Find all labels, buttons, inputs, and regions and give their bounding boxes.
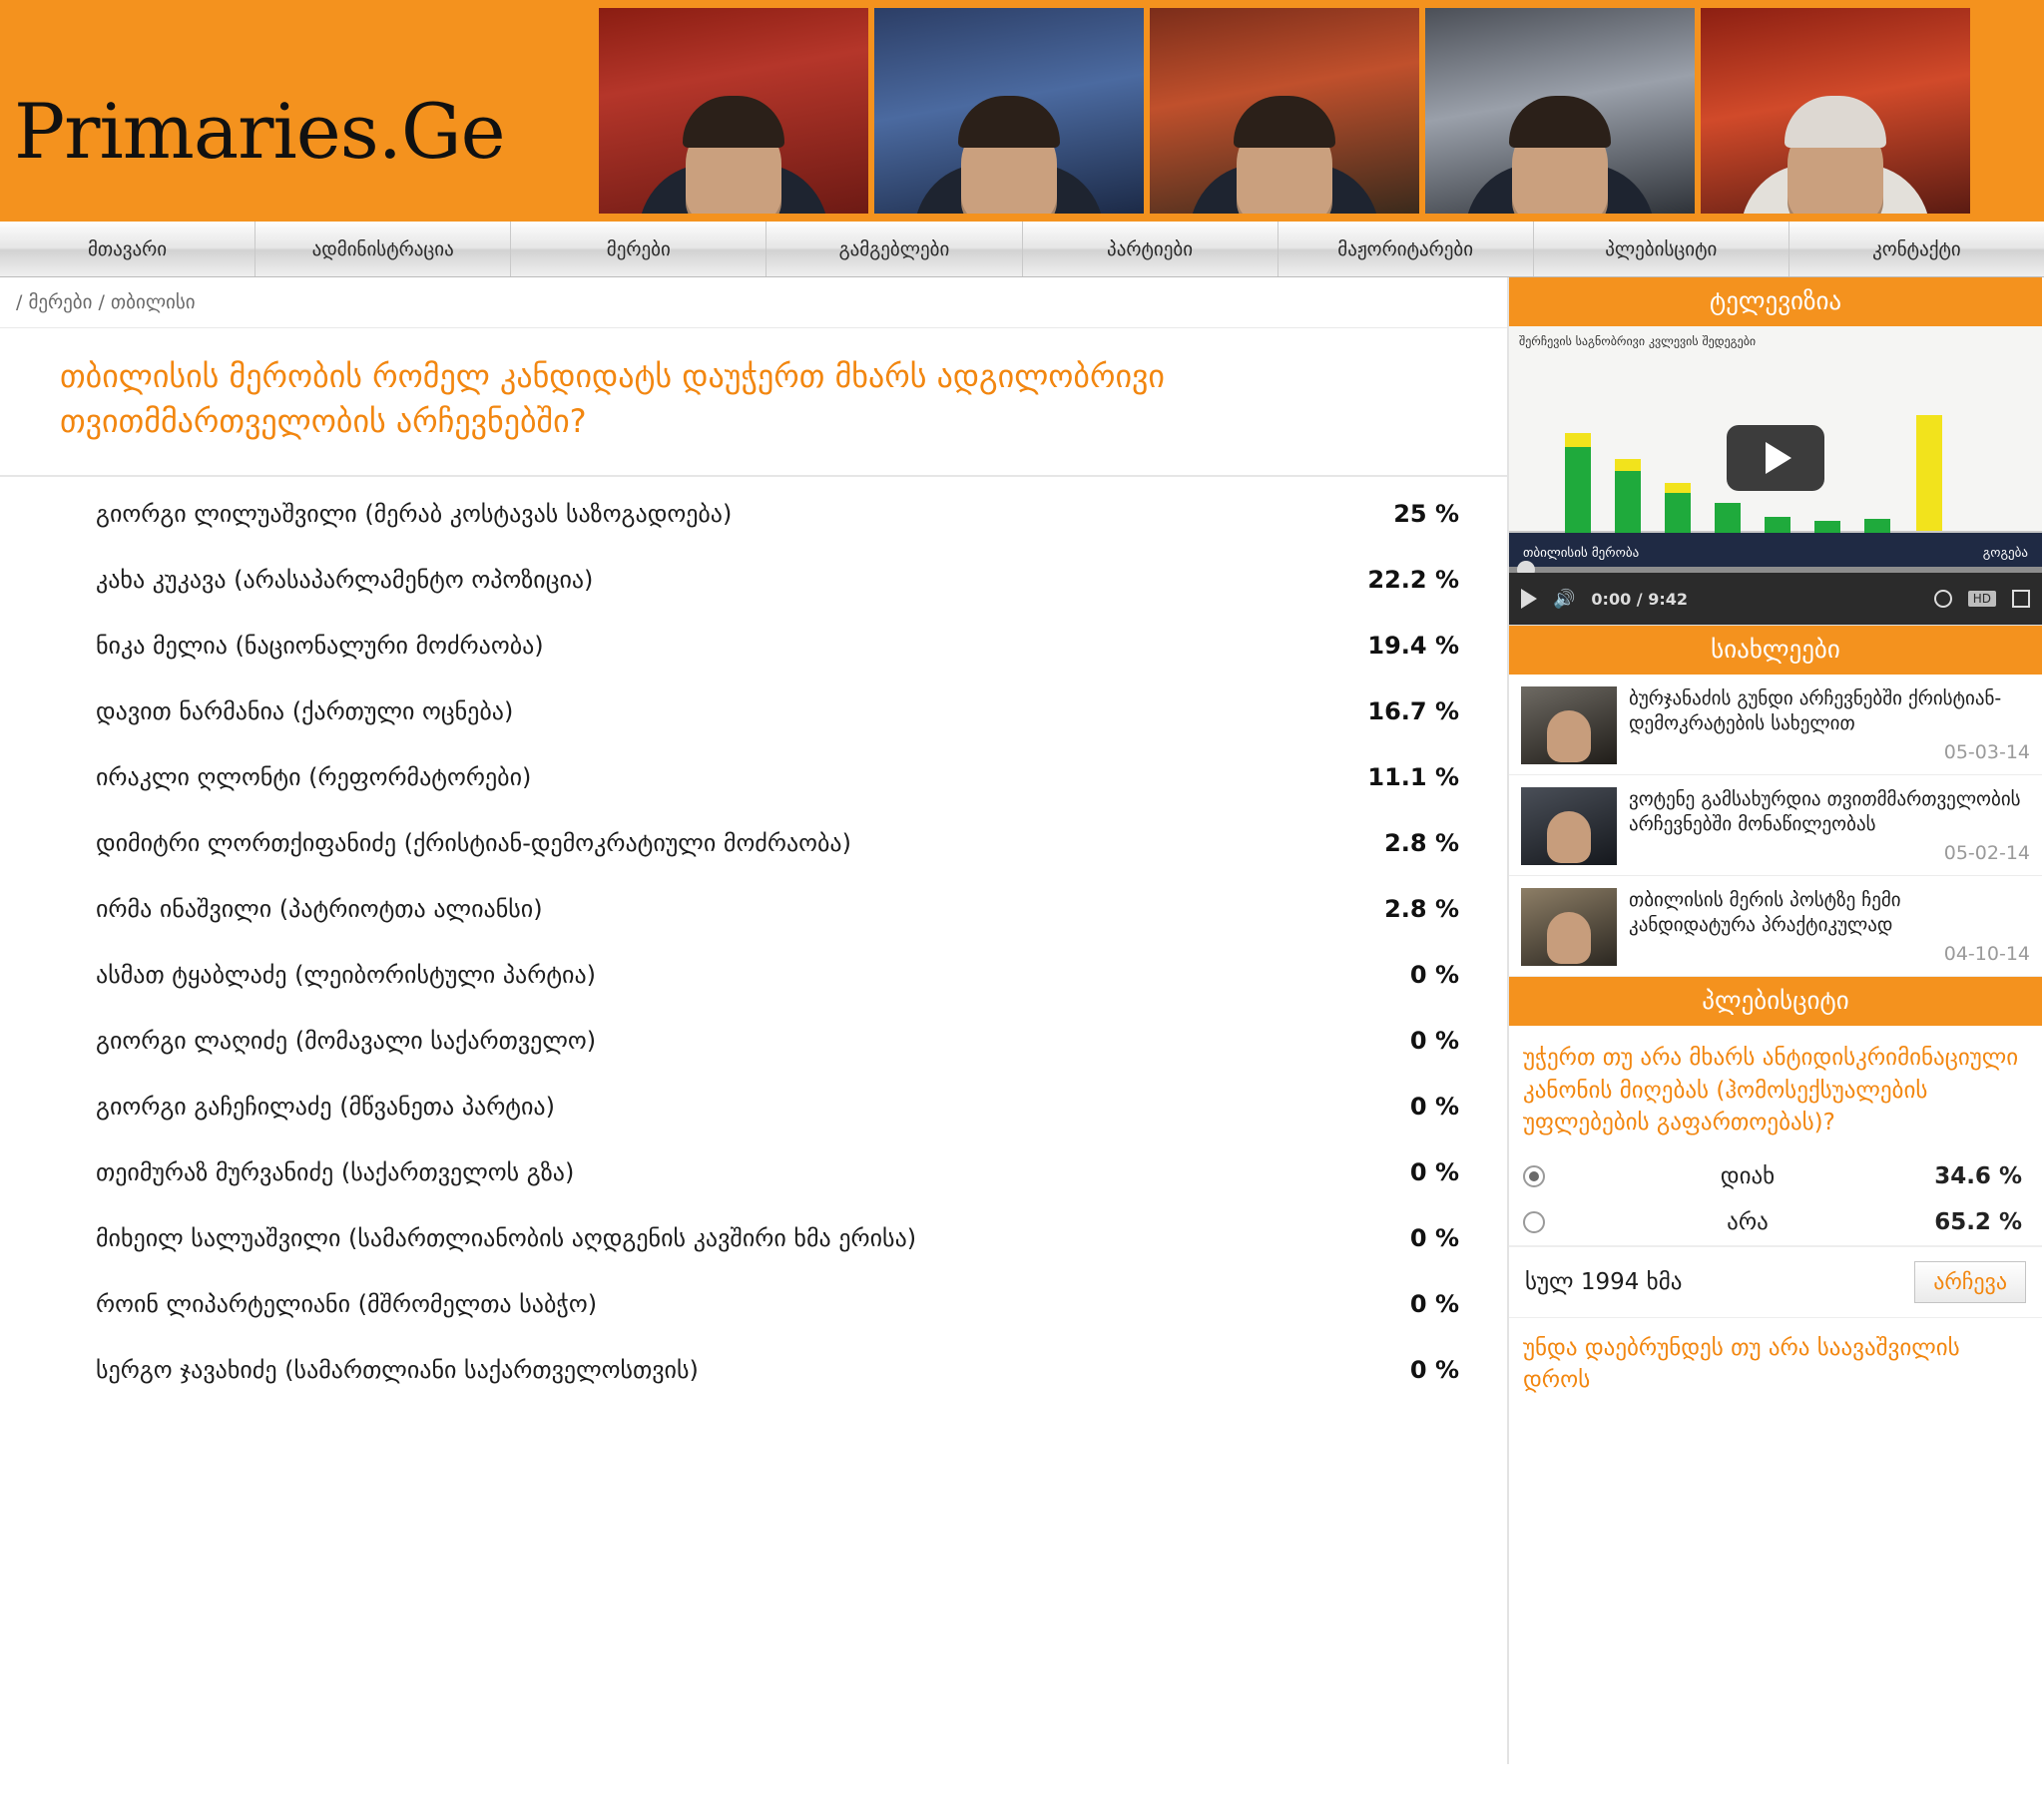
chart-bar-cap <box>1615 459 1641 471</box>
header-photo-strip <box>599 0 2044 222</box>
video-play-icon[interactable] <box>1521 589 1537 609</box>
plebiscite-option-percent: 34.6 % <box>1934 1162 2022 1189</box>
video-footer-right: გოგება <box>1982 545 2028 561</box>
video-player[interactable] <box>1509 326 2042 626</box>
plebiscite-option-percent: 65.2 % <box>1934 1208 2022 1235</box>
candidate-name: სერგო ჯავახიძე (სამართლიანი საქართველოსთვის) <box>96 1355 699 1384</box>
news-person-face <box>1547 811 1591 863</box>
header-photo-2 <box>874 8 1144 214</box>
table-row <box>0 1271 1507 1337</box>
nav-mayors[interactable]: მერები <box>511 222 766 276</box>
table-row <box>0 1074 1507 1139</box>
sidebar <box>1509 277 2042 1414</box>
nav-administration[interactable]: ადმინისტრაცია <box>256 222 511 276</box>
news-date: 05-03-14 <box>1943 740 2030 763</box>
news-text-block <box>1629 888 2030 965</box>
candidate-percent: 0 % <box>1409 1355 1459 1384</box>
radio-icon[interactable] <box>1523 1165 1545 1187</box>
main-navigation <box>0 222 2044 277</box>
header-photo-4 <box>1425 8 1695 214</box>
news-date: 04-10-14 <box>1943 942 2030 965</box>
candidate-percent: 0 % <box>1409 960 1459 989</box>
table-row <box>0 876 1507 942</box>
tv-section-heading: ტელევიზია <box>1509 277 2042 326</box>
settings-gear-icon[interactable] <box>1934 590 1952 608</box>
candidate-name: როინ ლიპარტელიანი (მშრომელთა საბჭო) <box>96 1289 598 1318</box>
candidate-name: თეიმურაზ მურვანიძე (საქართველოს გზა) <box>96 1157 575 1186</box>
page-content <box>0 277 2044 1764</box>
plebiscite-option-label: არა <box>1727 1208 1769 1235</box>
news-section-heading: სიახლეები <box>1509 626 2042 675</box>
photo-person-hair <box>1785 96 1886 148</box>
news-text-block <box>1629 686 2030 763</box>
table-row <box>0 1139 1507 1205</box>
news-title[interactable]: ვოტენე გამსახურდია თვითმმართველობის არჩევნებში მონაწილეობას <box>1629 788 2021 836</box>
poll-question: თბილისის მერობის რომელ კანდიდატს დაუჭერთ მხარს ადგილობრივი თვითმმართველობის არჩევნებში? <box>0 328 1507 477</box>
photo-person-hair <box>1509 96 1611 148</box>
plebiscite-question: უჭერთ თუ არა მხარს ანტიდისკრიმინაციული კანონის მიღებას (ჰომოსექსუალების უფლებების გაფართოებას)? <box>1523 1045 2019 1136</box>
news-date: 05-02-14 <box>1943 841 2030 864</box>
candidate-percent: 0 % <box>1409 1026 1459 1055</box>
chart-bar <box>1864 519 1890 533</box>
candidate-percent: 22.2 % <box>1367 565 1459 594</box>
plebiscite-footer <box>1509 1245 2042 1317</box>
vote-button[interactable]: არჩევა <box>1914 1261 2026 1303</box>
nav-governors[interactable]: გამგებლები <box>766 222 1022 276</box>
candidate-name: კახა კუკავა (არასაპარლამენტო ოპოზიცია) <box>96 565 594 594</box>
video-time: 0:00 / 9:42 <box>1591 589 1688 609</box>
plebiscite-total-votes: სულ 1994 ხმა <box>1525 1268 1683 1295</box>
poll-results-list <box>0 477 1507 1433</box>
table-row <box>0 679 1507 744</box>
candidate-percent: 0 % <box>1409 1157 1459 1186</box>
candidate-name: ასმათ ტყაბლაძე (ლეიბორისტული პარტია) <box>96 960 596 989</box>
candidate-percent: 2.8 % <box>1384 828 1459 857</box>
play-triangle-icon <box>1766 442 1791 474</box>
table-row <box>0 1205 1507 1271</box>
news-title[interactable]: თბილისის მერის პოსტზე ჩემი კანდიდატურა პრაქტიკულად <box>1629 889 1901 937</box>
table-row <box>0 547 1507 613</box>
candidate-name: მიხეილ სალუაშვილი (სამართლიანობის აღდგენის კავშირი ხმა ერისა) <box>96 1223 917 1252</box>
chart-bar <box>1814 521 1840 533</box>
photo-person-hair <box>1234 96 1335 148</box>
news-person-face <box>1547 912 1591 964</box>
table-row <box>0 1008 1507 1074</box>
radio-icon[interactable] <box>1523 1211 1545 1233</box>
chart-bar <box>1916 415 1942 531</box>
breadcrumb-text[interactable]: / მერები / თბილისი <box>16 291 196 313</box>
table-row <box>0 481 1507 547</box>
candidate-name: გიორგი გაჩეჩილაძე (მწვანეთა პარტია) <box>96 1092 555 1121</box>
nav-home[interactable]: მთავარი <box>0 222 256 276</box>
photo-person-hair <box>683 96 784 148</box>
candidate-name: დავით ნარმანია (ქართული ოცნება) <box>96 696 514 725</box>
breadcrumb[interactable] <box>0 277 1507 328</box>
main-column <box>0 277 1509 1764</box>
chart-bar-cap <box>1665 483 1691 493</box>
candidate-percent: 0 % <box>1409 1223 1459 1252</box>
plebiscite-option-label: დიახ <box>1720 1162 1776 1189</box>
candidate-name: დიმიტრი ლორთქიფანიძე (ქრისტიან-დემოკრატიული მოძრაობა) <box>96 828 851 857</box>
list-item[interactable] <box>1509 675 2042 775</box>
news-title[interactable]: ბურჯანაძის გუნდი არჩევნებში ქრისტიან-დემოკრატების სახელით <box>1629 687 2002 735</box>
table-row <box>0 810 1507 876</box>
news-thumbnail <box>1521 787 1617 865</box>
chart-bar <box>1765 517 1790 533</box>
candidate-name: გიორგი ლილუაშვილი (მერაბ კოსტავას საზოგადოება) <box>96 499 733 528</box>
plebiscite-option-no[interactable] <box>1509 1199 2042 1245</box>
news-text-block <box>1629 787 2030 864</box>
candidate-name: გიორგი ლაღიძე (მომავალი საქართველო) <box>96 1026 597 1055</box>
hd-badge[interactable]: HD <box>1968 591 1996 607</box>
header-photo-5 <box>1701 8 1970 214</box>
candidate-percent: 0 % <box>1409 1092 1459 1121</box>
candidate-percent: 0 % <box>1409 1289 1459 1318</box>
table-row <box>0 1337 1507 1403</box>
table-row <box>0 744 1507 810</box>
nav-parties[interactable]: პარტიები <box>1023 222 1278 276</box>
list-item[interactable] <box>1509 876 2042 977</box>
plebiscite-section-heading: პლებისციტი <box>1509 977 2042 1026</box>
header-photo-1 <box>599 8 868 214</box>
nav-contact[interactable]: კონტაქტი <box>1872 237 1961 260</box>
news-person-face <box>1547 710 1591 762</box>
play-icon[interactable] <box>1727 425 1824 491</box>
video-controls-bar <box>1509 573 2042 625</box>
chart-bar <box>1615 471 1641 533</box>
plebiscite-next-question[interactable]: უნდა დაებრუნდეს თუ არა საავაშვილის დროს <box>1509 1317 2042 1414</box>
nav-plebiscite[interactable]: პლებისციტი <box>1534 222 1789 276</box>
video-chart-title: შერჩევის საგნობრივი კვლევის შედეგები <box>1519 334 1757 348</box>
candidate-name: ნიკა მელია (ნაციონალური მოძრაობა) <box>96 631 544 660</box>
candidate-name: ირაკლი ღლონტი (რეფორმატორები) <box>96 762 532 791</box>
chart-bar <box>1665 493 1691 533</box>
nav-majoritarians[interactable]: მაჟორიტარები <box>1278 222 1534 276</box>
candidate-percent: 19.4 % <box>1367 631 1459 660</box>
logo-area[interactable] <box>0 0 599 222</box>
candidate-percent: 25 % <box>1393 499 1459 528</box>
site-logo[interactable]: Primaries.Ge <box>14 87 505 176</box>
table-row <box>0 613 1507 679</box>
plebiscite-option-yes[interactable] <box>1509 1153 2042 1199</box>
table-row <box>0 942 1507 1008</box>
video-footer-left: თბილისის მერობა <box>1523 545 1640 561</box>
candidate-name: ირმა ინაშვილი (პატრიოტთა ალიანსი) <box>96 894 543 923</box>
volume-icon[interactable]: 🔊 <box>1553 588 1576 610</box>
candidate-percent: 2.8 % <box>1384 894 1459 923</box>
header-photo-3 <box>1150 8 1419 214</box>
chart-bar <box>1565 447 1591 533</box>
chart-bar <box>1715 503 1741 533</box>
list-item[interactable] <box>1509 775 2042 876</box>
news-thumbnail <box>1521 686 1617 764</box>
site-header <box>0 0 2044 222</box>
candidate-percent: 11.1 % <box>1367 762 1459 791</box>
chart-bar-cap <box>1565 433 1591 447</box>
fullscreen-icon[interactable] <box>2012 590 2030 608</box>
candidate-percent: 16.7 % <box>1367 696 1459 725</box>
photo-person-hair <box>958 96 1060 148</box>
news-thumbnail <box>1521 888 1617 966</box>
